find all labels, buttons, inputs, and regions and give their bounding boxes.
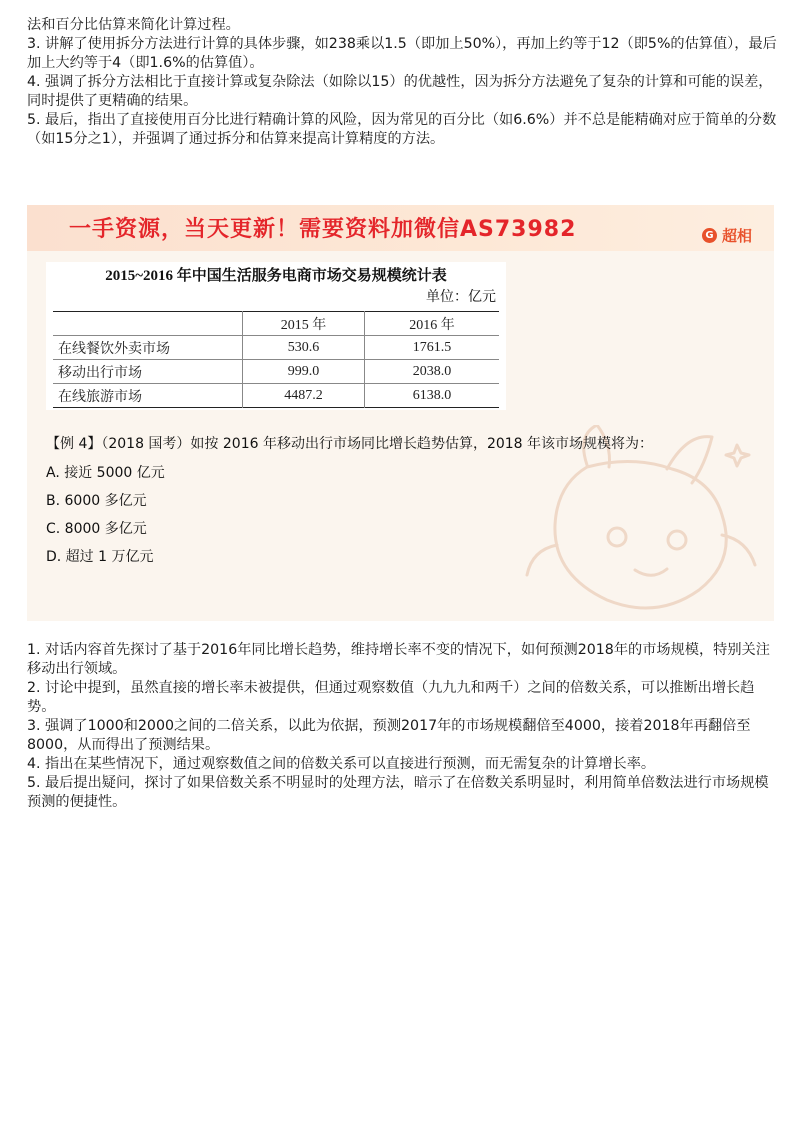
summary-paragraph: 4. 强调了拆分方法相比于直接计算或复杂除法（如除以15）的优越性，因为拆分方法避免了复杂的计算和可能的误差，同时提供了更精确的结果。 [27,74,773,109]
option-a: A. 接近 5000 亿元 [46,465,165,481]
table-cell: 在线旅游市场 [58,389,142,405]
table-header-cell [53,312,243,336]
summary-bottom [27,641,777,812]
table-header-row [53,312,499,336]
lecture-slide [27,205,774,621]
mascot-watermark-icon [437,425,767,621]
option-d: D. 超过 1 万亿元 [46,549,154,565]
summary-paragraph: 1. 对话内容首先探讨了基于2016年同比增长趋势，维持增长率不变的情况下，如何预测2018年的市场规模，特别关注移动出行领域。 [27,642,770,677]
summary-top [27,16,777,149]
table-header-cell: 2016 年 [365,312,500,336]
table-cell: 4487.2 [243,384,365,408]
table-unit: 单位：亿元 [426,290,496,305]
table-row [53,384,499,408]
summary-paragraph: 3. 讲解了使用拆分方法进行计算的具体步骤，如238乘以1.5（即加上50%），再加上约等于12（即5%的估算值），最后加上大约等于4（即1.6%的估算值）。 [27,36,777,71]
banner-text: 一手资源，当天更新！需要资料加微信AS73982 [69,217,577,242]
summary-paragraph: 法和百分比估算来简化计算过程。 [27,17,240,33]
summary-paragraph: 3. 强调了1000和2000之间的二倍关系，以此为依据，预测2017年的市场规模翻倍至4000，接着2018年再翻倍至8000，从而得出了预测结果。 [27,718,751,753]
summary-paragraph: 5. 最后，指出了直接使用百分比进行精确计算的风险，因为常见的百分比（如6.6%）并不总是能精确对应于简单的分数（如15分之1），并强调了通过拆分和估算来提高计算精度的方法。 [27,112,777,147]
stats-table-figure [46,262,506,410]
table-cell: 530.6 [243,336,365,360]
brand-logo [702,225,752,246]
table-cell: 6138.0 [365,384,500,408]
question-text: 【例 4】（2018 国考）如按 2016 年移动出行市场同比增长趋势估算，2018 年该市场规模将为： [46,436,654,452]
table-title: 2015~2016 年中国生活服务电商市场交易规模统计表 [105,268,447,284]
stats-table [53,311,499,408]
option-c: C. 8000 多亿元 [46,521,147,537]
brand-logo-icon: G [702,228,717,243]
summary-paragraph: 4. 指出在某些情况下，通过观察数值之间的倍数关系可以直接进行预测，而无需复杂的计算增长率。 [27,756,656,772]
table-cell: 1761.5 [365,336,500,360]
table-header-cell: 2015 年 [243,312,365,336]
brand-logo-text: 超相 [721,227,752,245]
summary-paragraph: 2. 讨论中提到，虽然直接的增长率未被提供，但通过观察数值（九九九和两千）之间的倍数关系，可以推断出增长趋势。 [27,680,755,715]
table-cell: 在线餐饮外卖市场 [53,336,243,360]
table-row [53,336,499,360]
table-cell: 999.0 [243,360,365,384]
slide-banner [27,205,774,251]
option-b: B. 6000 多亿元 [46,493,147,509]
table-cell: 2038.0 [365,360,500,384]
summary-paragraph: 5. 最后提出疑问，探讨了如果倍数关系不明显时的处理方法，暗示了在倍数关系明显时，利用简单倍数法进行市场规模预测的便捷性。 [27,775,769,810]
table-cell: 移动出行市场 [53,360,243,384]
table-row [53,360,499,384]
